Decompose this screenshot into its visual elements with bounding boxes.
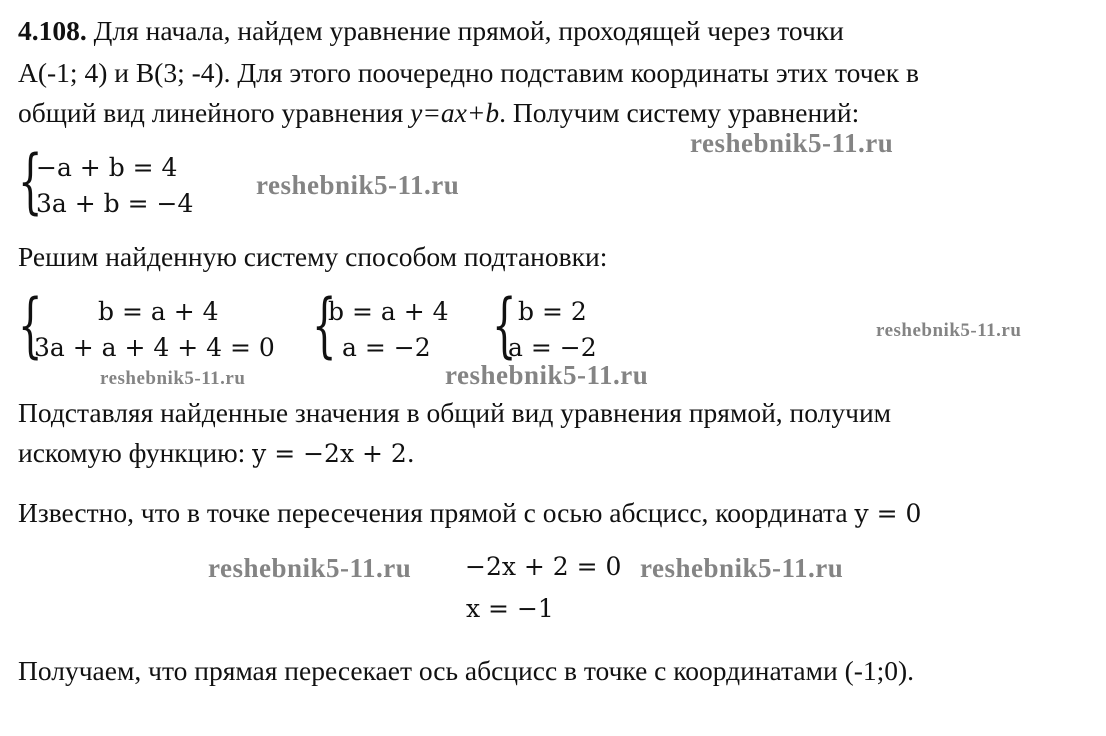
paragraph-1-line-3-after: . Получим систему уравнений: xyxy=(499,97,860,128)
linear-equation-formula: y=ax+b xyxy=(410,97,500,128)
system-of-equations-2 xyxy=(18,284,275,366)
problem-number: 4.108. xyxy=(18,15,87,46)
left-brace: { xyxy=(312,284,337,366)
y-zero-formula: y = 0 xyxy=(854,499,922,528)
system-1-equation-1: −a + b = 4 xyxy=(36,153,178,182)
paragraph-2: Решим найденную систему способом подтановки: xyxy=(18,241,608,272)
watermark: reshebnik5-11.ru xyxy=(100,368,246,389)
watermark: reshebnik5-11.ru xyxy=(690,128,894,158)
paragraph-3-line-1: Подставляя найденные значения в общий вид уравнения прямой, получим xyxy=(18,397,892,428)
watermark: reshebnik5-11.ru xyxy=(445,360,649,390)
paragraph-3-line-2 xyxy=(18,436,415,471)
paragraph-3-line-2-text: искомую функцию: xyxy=(18,437,253,468)
paragraph-1-line-1 xyxy=(18,14,844,48)
resulting-function: y = −2x + 2. xyxy=(252,439,415,468)
left-brace: { xyxy=(18,140,43,222)
watermark: reshebnik5-11.ru xyxy=(640,553,844,583)
paragraph-1-line-1-text: Для начала, найдем уравнение прямой, проходящей через точки xyxy=(86,15,844,46)
system-4-equation-1: b = 2 xyxy=(518,297,587,326)
system-2-equation-1: b = a + 4 xyxy=(98,297,219,326)
watermark: reshebnik5-11.ru xyxy=(876,320,1022,341)
paragraph-1-line-3-before: общий вид линейного уравнения xyxy=(18,97,411,128)
watermark: reshebnik5-11.ru xyxy=(256,170,460,200)
paragraph-1-line-2: А(-1; 4) и В(3; -4). Для этого поочередно подставим координаты этих точек в xyxy=(18,57,919,88)
paragraph-5: Получаем, что прямая пересекает ось абсцисс в точке с координатами (-1;0). xyxy=(18,655,915,686)
paragraph-1-line-3 xyxy=(18,96,859,130)
system-1-equation-2: 3a + b = −4 xyxy=(36,189,194,218)
system-2-equation-2: 3a + a + 4 + 4 = 0 xyxy=(34,333,275,362)
intersection-solution: x = −1 xyxy=(466,594,554,623)
intersection-equation: −2x + 2 = 0 xyxy=(465,552,622,581)
system-of-equations-3 xyxy=(312,284,449,366)
left-brace: { xyxy=(18,284,43,366)
paragraph-4-text: Известно, что в точке пересечения прямой с осью абсцисс, координата xyxy=(18,497,855,528)
system-of-equations-1 xyxy=(18,140,194,222)
left-brace: { xyxy=(492,284,517,366)
watermark: reshebnik5-11.ru xyxy=(208,553,412,583)
paragraph-4 xyxy=(18,496,921,531)
system-4-equation-2: a = −2 xyxy=(508,333,597,362)
system-of-equations-4 xyxy=(492,284,597,366)
system-3-equation-2: a = −2 xyxy=(342,333,431,362)
system-3-equation-1: b = a + 4 xyxy=(328,297,449,326)
